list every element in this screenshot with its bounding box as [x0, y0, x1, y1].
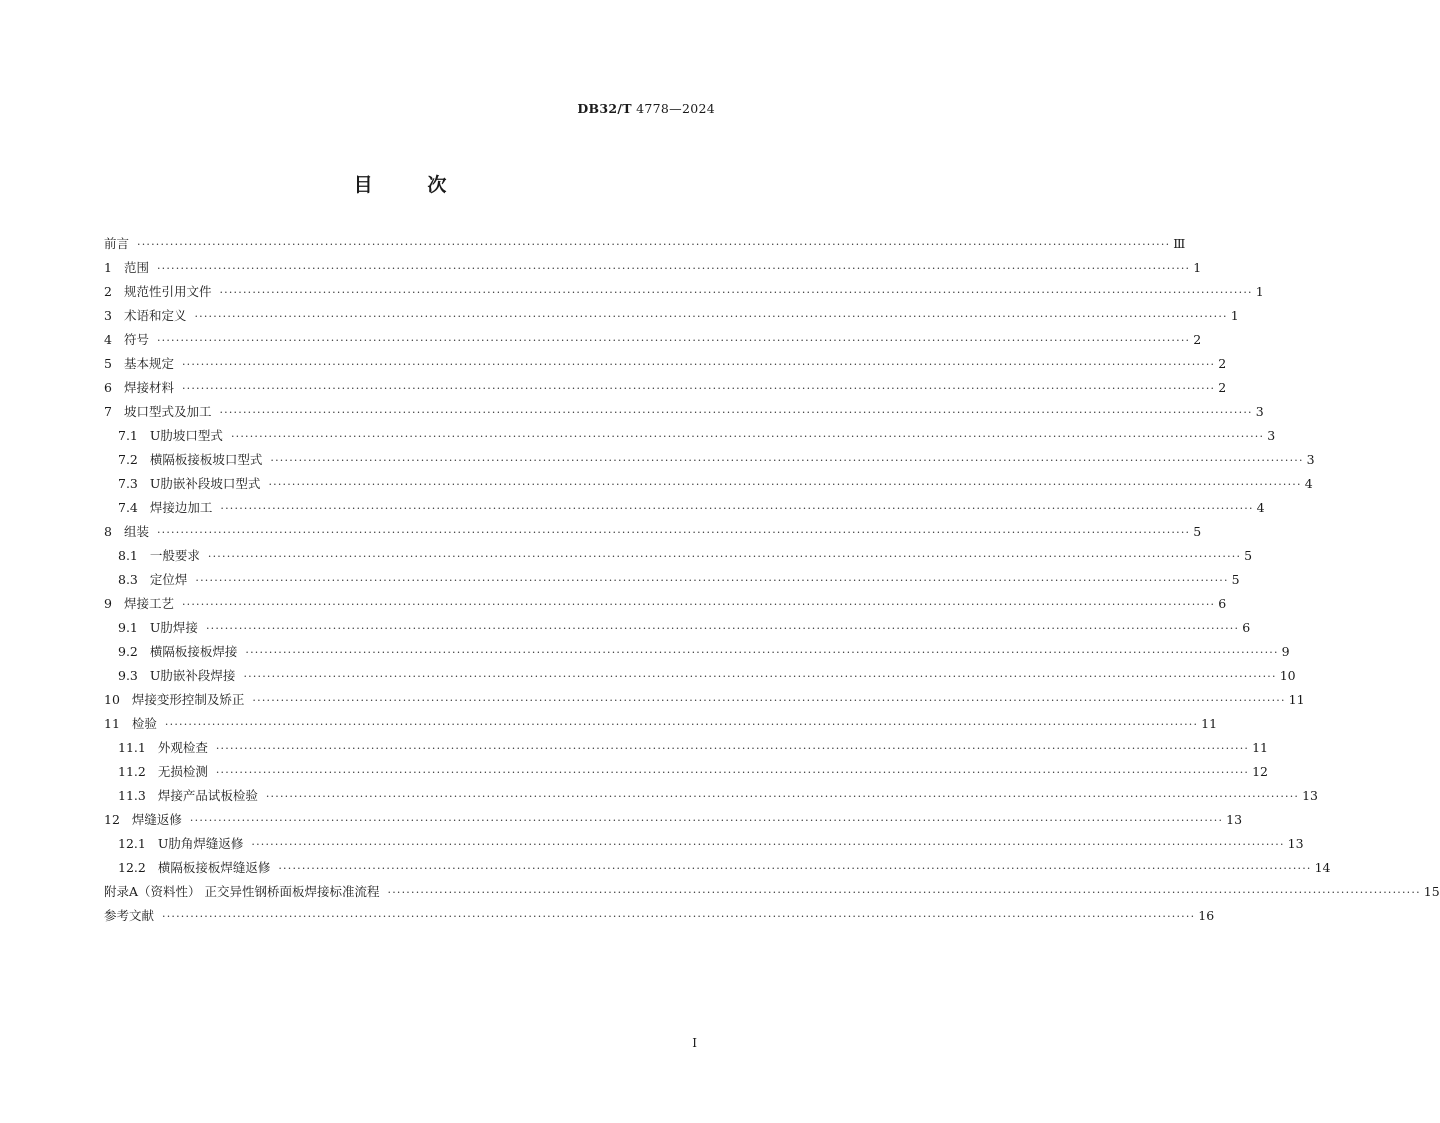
- toc-leader-dots: ····························································································································································································································: [181, 358, 1216, 371]
- toc-entry-number: 8.1: [118, 548, 138, 563]
- toc-entry[interactable]: [104, 640, 1290, 664]
- toc-leader-dots: ····························································································································································································································: [181, 382, 1216, 395]
- toc-entry-label: 焊接工艺: [123, 596, 174, 611]
- toc-entry[interactable]: [104, 832, 1304, 856]
- toc-leader-dots: ····························································································································································································································: [251, 838, 1285, 851]
- toc-entry-page: 11: [1288, 692, 1305, 707]
- toc-entry-page: 3: [1306, 452, 1315, 467]
- toc-entry-label: 坡口型式及加工: [123, 404, 212, 419]
- toc-entry-number: 10: [104, 692, 120, 707]
- toc-entry-page: 16: [1198, 908, 1215, 923]
- toc-entry-page: 4: [1256, 500, 1265, 515]
- toc-entry[interactable]: [104, 400, 1264, 424]
- toc-entry-page: 11: [1252, 740, 1269, 755]
- toc-entry-page: 11: [1201, 716, 1218, 731]
- toc-leader-dots: ····························································································································································································································: [278, 862, 1312, 875]
- toc-entry-page: 10: [1279, 668, 1296, 683]
- toc-entry[interactable]: [104, 520, 1202, 544]
- toc-entry-number: 8: [104, 524, 112, 539]
- toc-entry-page: Ⅲ: [1173, 236, 1186, 251]
- toc-entry-number: 7.1: [118, 428, 138, 443]
- page-title-char-2: 次: [427, 174, 447, 196]
- toc-entry-label: U肋嵌补段焊接: [149, 668, 236, 683]
- standard-code: [577, 101, 715, 116]
- toc-entry-label: 横隔板接板坡口型式: [149, 452, 263, 467]
- toc-entry-label: 横隔板接板焊缝返修: [157, 860, 271, 875]
- page-title-char-1: 目: [353, 174, 373, 196]
- toc-entry-page: 3: [1267, 428, 1276, 443]
- toc-leader-dots: ····························································································································································································································: [219, 286, 1253, 299]
- toc-leader-dots: ····························································································································································································································: [220, 502, 1254, 515]
- toc-entry-page: 6: [1218, 596, 1227, 611]
- toc-leader-dots: ····························································································································································································································: [156, 526, 1191, 539]
- toc-entry[interactable]: [104, 352, 1227, 376]
- page-number: I: [692, 1036, 697, 1050]
- toc-entry-number: 8.3: [118, 572, 138, 587]
- toc-entry-label: 基本规定: [123, 356, 174, 371]
- toc-entry-label: 定位焊: [149, 572, 188, 587]
- toc-leader-dots: ····························································································································································································································: [162, 910, 1196, 923]
- toc-entry-number: 3: [104, 308, 112, 323]
- toc-entry[interactable]: [104, 616, 1251, 640]
- toc-entry-label: 焊接边加工: [149, 500, 213, 515]
- toc-entry-number: 1: [104, 260, 112, 275]
- toc-leader-dots: ····························································································································································································································: [205, 622, 1240, 635]
- standard-code-prefix: DB32/T: [577, 101, 632, 116]
- toc-leader-dots: ····························································································································································································································: [164, 718, 1199, 731]
- toc-entry-number: 4: [104, 332, 112, 347]
- toc-entry[interactable]: [104, 760, 1269, 784]
- toc-entry-page: 14: [1314, 860, 1331, 875]
- toc-leader-dots: ····························································································································································································································: [207, 550, 1242, 563]
- toc-leader-dots: ····························································································································································································································: [181, 598, 1216, 611]
- toc-entry-label: 符号: [123, 332, 149, 347]
- toc-entry[interactable]: [104, 712, 1218, 736]
- toc-leader-dots: ····························································································································································································································: [245, 646, 1279, 659]
- toc-entry-number: 11.3: [118, 788, 146, 803]
- toc-entry-number: 7.3: [118, 476, 138, 491]
- toc-entry-number: 7: [104, 404, 112, 419]
- toc-entry-label: 外观检查: [157, 740, 208, 755]
- toc-entry-number: 9.3: [118, 668, 138, 683]
- toc-leader-dots: ····························································································································································································································: [215, 766, 1250, 779]
- toc-entry-page: 5: [1231, 572, 1240, 587]
- toc-entry-number: 5: [104, 356, 112, 371]
- toc-leader-dots: ····························································································································································································································: [387, 886, 1421, 899]
- toc-entry-label: 范围: [123, 260, 149, 275]
- toc-leader-dots: ····························································································································································································································: [270, 454, 1304, 467]
- toc-entry[interactable]: [104, 784, 1319, 808]
- toc-entry-page: 2: [1193, 332, 1202, 347]
- toc-entry-page: 9: [1281, 644, 1290, 659]
- toc-entry[interactable]: [104, 904, 1215, 928]
- toc-entry[interactable]: [104, 424, 1276, 448]
- toc-entry[interactable]: [104, 448, 1315, 472]
- toc-leader-dots: ····························································································································································································································: [265, 790, 1300, 803]
- toc-leader-dots: ····························································································································································································································: [156, 334, 1191, 347]
- toc-entry-label: U肋角焊缝返修: [157, 836, 244, 851]
- toc-entry-number: 6: [104, 380, 112, 395]
- toc-entry-page: 1: [1255, 284, 1264, 299]
- toc-entry-number: 11.1: [118, 740, 146, 755]
- toc-entry-page: 5: [1244, 548, 1253, 563]
- toc-entry-page: 3: [1255, 404, 1264, 419]
- toc-entry[interactable]: [104, 232, 1186, 256]
- toc-entry-label: 横隔板接板焊接: [149, 644, 238, 659]
- toc-leader-dots: ····························································································································································································································: [137, 238, 1171, 251]
- toc-entry-number: 12.1: [118, 836, 146, 851]
- toc-entry-number: 11: [104, 716, 120, 731]
- toc-entry-number: 12.2: [118, 860, 146, 875]
- toc-entry-label: 附录A（资料性） 正交异性钢桥面板焊接标准流程: [104, 884, 380, 899]
- toc-entry-label: 焊接变形控制及矫正: [131, 692, 245, 707]
- toc-entry-number: 7.2: [118, 452, 138, 467]
- toc-entry[interactable]: [104, 496, 1265, 520]
- toc-leader-dots: ····························································································································································································································: [195, 574, 1229, 587]
- toc-entry-label: 无损检测: [157, 764, 208, 779]
- toc-entry-page: 13: [1226, 812, 1243, 827]
- toc-entry-label: U肋嵌补段坡口型式: [149, 476, 261, 491]
- toc-entry[interactable]: [104, 856, 1331, 880]
- toc-entry-label: 组装: [123, 524, 149, 539]
- toc-entry[interactable]: [104, 568, 1240, 592]
- toc-entry-label: 一般要求: [149, 548, 200, 563]
- toc-entry[interactable]: [104, 280, 1264, 304]
- toc-entry-label: 前言: [104, 236, 130, 251]
- toc-entry-number: 9: [104, 596, 112, 611]
- toc-entry-label: 术语和定义: [123, 308, 187, 323]
- toc-leader-dots: ····························································································································································································································: [189, 814, 1224, 827]
- toc-entry-number: 9.1: [118, 620, 138, 635]
- toc-leader-dots: ····························································································································································································································: [252, 694, 1286, 707]
- toc-entry-number: 12: [104, 812, 120, 827]
- toc-entry-page: 5: [1193, 524, 1202, 539]
- toc-leader-dots: ····························································································································································································································: [243, 670, 1277, 683]
- table-of-contents: [104, 232, 1440, 928]
- toc-entry[interactable]: [104, 808, 1243, 832]
- toc-entry-number: 9.2: [118, 644, 138, 659]
- toc-entry[interactable]: [104, 472, 1313, 496]
- toc-entry-page: 13: [1302, 788, 1319, 803]
- toc-entry-label: U肋坡口型式: [149, 428, 223, 443]
- toc-leader-dots: ····························································································································································································································: [219, 406, 1253, 419]
- toc-entry-page: 2: [1218, 356, 1227, 371]
- toc-entry-page: 4: [1304, 476, 1313, 491]
- toc-entry-label: 规范性引用文件: [123, 284, 212, 299]
- toc-entry-page: 15: [1423, 884, 1440, 899]
- toc-entry-label: 焊缝返修: [131, 812, 182, 827]
- toc-leader-dots: ····························································································································································································································: [156, 262, 1191, 275]
- toc-leader-dots: ····························································································································································································································: [215, 742, 1250, 755]
- toc-entry[interactable]: [104, 664, 1296, 688]
- toc-entry-number: 2: [104, 284, 112, 299]
- toc-entry-page: 6: [1242, 620, 1251, 635]
- toc-entry-page: 1: [1230, 308, 1239, 323]
- toc-entry-number: 11.2: [118, 764, 146, 779]
- toc-leader-dots: ····························································································································································································································: [194, 310, 1228, 323]
- toc-entry[interactable]: [104, 328, 1202, 352]
- toc-entry-page: 13: [1287, 836, 1304, 851]
- toc-entry[interactable]: [104, 688, 1305, 712]
- toc-entry[interactable]: [104, 544, 1253, 568]
- toc-entry-page: 12: [1252, 764, 1269, 779]
- toc-entry[interactable]: [104, 304, 1239, 328]
- toc-entry-number: 7.4: [118, 500, 138, 515]
- toc-entry[interactable]: [104, 256, 1202, 280]
- toc-entry[interactable]: [104, 592, 1227, 616]
- toc-entry-label: U肋焊接: [149, 620, 198, 635]
- toc-entry-label: 检验: [131, 716, 157, 731]
- toc-entry-page: 1: [1193, 260, 1202, 275]
- toc-entry-label: 焊接产品试板检验: [157, 788, 258, 803]
- toc-entry-label: 焊接材料: [123, 380, 174, 395]
- toc-entry[interactable]: [104, 880, 1440, 904]
- page-title: [0, 170, 800, 197]
- standard-code-number: 4778—2024: [636, 101, 715, 116]
- toc-leader-dots: ····························································································································································································································: [268, 478, 1302, 491]
- toc-entry[interactable]: [104, 376, 1227, 400]
- toc-entry-label: 参考文献: [104, 908, 155, 923]
- toc-entry-page: 2: [1218, 380, 1227, 395]
- toc-entry[interactable]: [104, 736, 1269, 760]
- toc-leader-dots: ····························································································································································································································: [230, 430, 1265, 443]
